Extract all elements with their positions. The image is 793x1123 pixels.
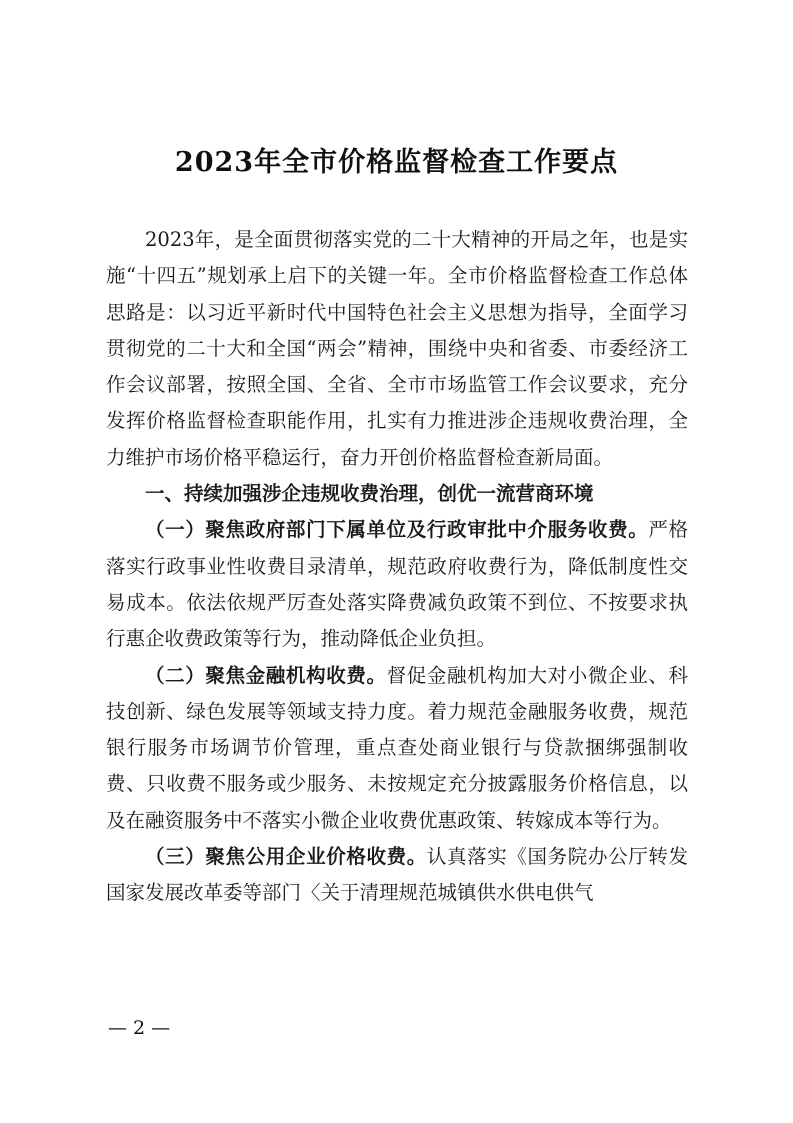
item-2-heading: （二）聚焦金融机构收费。 <box>145 663 387 687</box>
item-3-heading: （三）聚焦公用企业价格收费。 <box>145 845 427 869</box>
item-2-text: 督促金融机构加大对小微企业、科技创新、绿色发展等领域支持力度。着力规范金融服务收费，规范银行服务市场调节价管理，重点查处商业银行与贷款捆绑强制收费、只收费不服务或少服务、未按规定充分披露服务价格信息，以及在融资服务中不落实小微企业收费优惠政策、转嫁成本等行为。 <box>106 663 688 832</box>
document-body <box>106 222 688 912</box>
intro-paragraph: 2023年，是全面贯彻落实党的二十大精神的开局之年，也是实施“十四五”规划承上启下的关键一年。全市价格监督检查工作总体思路是：以习近平新时代中国特色社会主义思想为指导，全面学习贯彻党的二十大和全国“两会”精神，围绕中央和省委、市委经济工作会议部署，按照全国、全省、全市市场监管工作会议要求，充分发挥价格监督检查职能作用，扎实有力推进涉企违规收费治理，全力维护市场价格平稳运行，奋力开创价格监督检查新局面。 <box>106 228 688 469</box>
document-title: 2023年全市价格监督检查工作要点 <box>174 147 619 178</box>
section-heading-1: 一、持续加强涉企违规收费治理，创优一流营商环境 <box>145 482 594 506</box>
item-1-heading: （一）聚焦政府部门下属单位及行政审批中介服务收费。 <box>145 518 649 542</box>
item-3-text: 认真落实《国务院办公厅转发国家发展改革委等部门〈关于清理规范城镇供水供电供气 <box>106 845 688 905</box>
item-2-paragraph <box>106 658 688 839</box>
item-3-paragraph <box>106 839 688 912</box>
page-number: — 2 — <box>108 1017 171 1039</box>
item-1-text: 严格落实行政事业性收费目录清单，规范政府收费行为，降低制度性交易成本。依法依规严厉查处落实降费减负政策不到位、不按要求执行惠企收费政策等行为，推动降低企业负担。 <box>106 518 688 651</box>
item-1-paragraph <box>106 512 688 657</box>
